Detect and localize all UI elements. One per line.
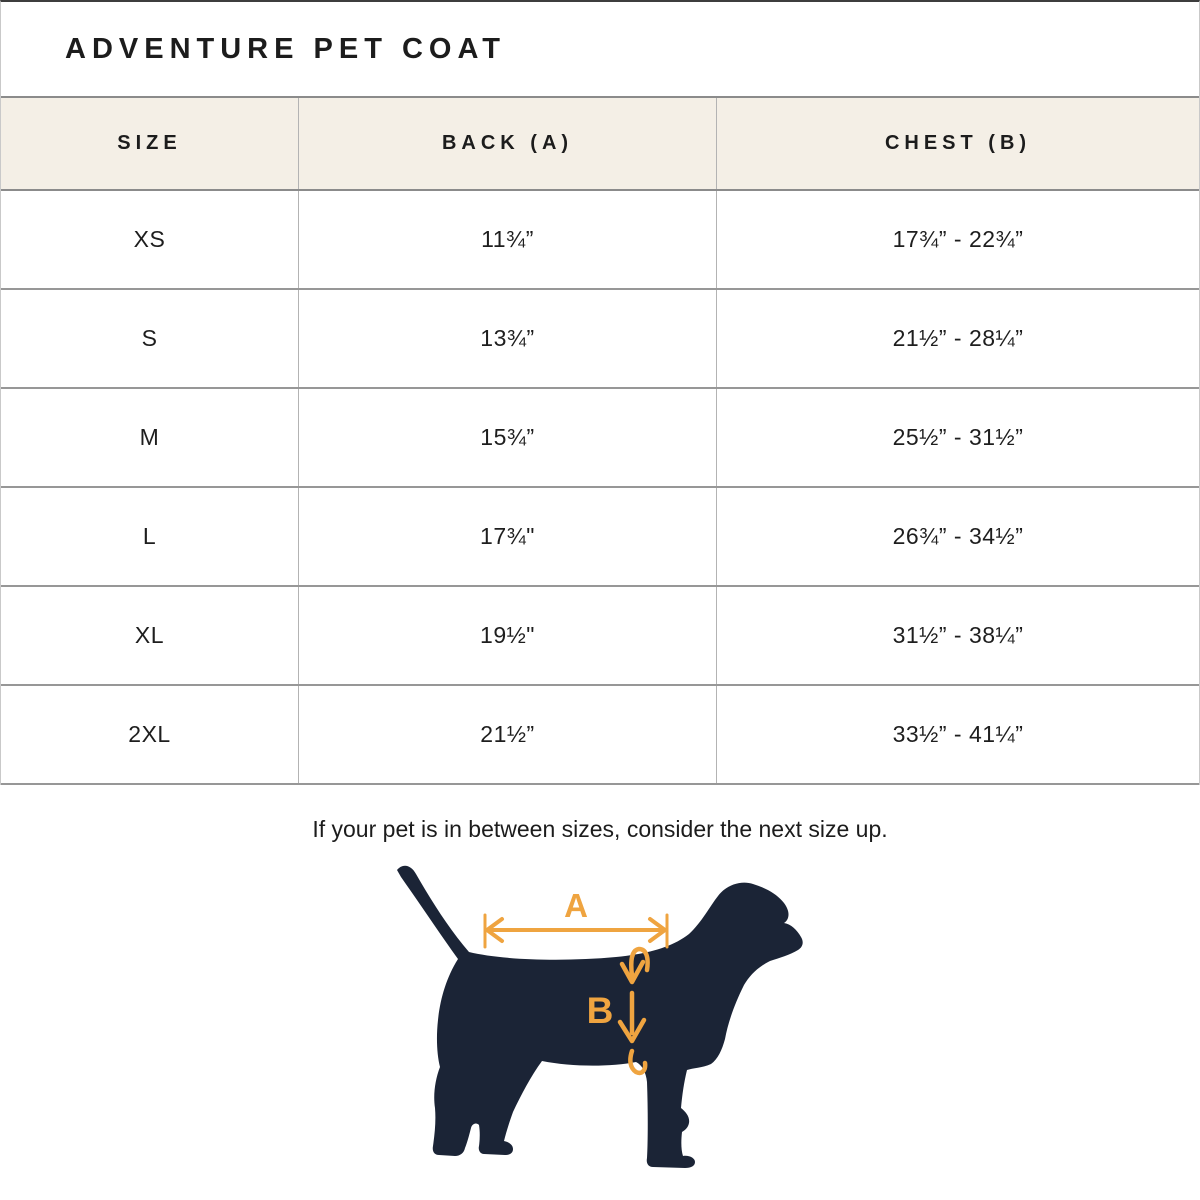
chest-cell: 26¾” - 34½” bbox=[892, 523, 1024, 549]
title-box bbox=[1, 2, 1199, 96]
back-cell: 11¾” bbox=[299, 191, 717, 288]
chest-cell: 31½” - 38¼” bbox=[892, 622, 1024, 648]
back-cell: 21½” bbox=[299, 686, 717, 783]
size-cell: 2XL bbox=[1, 686, 299, 783]
note-text: If your pet is in between sizes, consider the next size up. bbox=[312, 816, 888, 842]
column-header-size: SIZE bbox=[1, 98, 299, 189]
chest-cell: 17¾” - 22¾” bbox=[892, 226, 1024, 252]
back-cell: 15¾” bbox=[299, 389, 717, 486]
back-cell: 17¾" bbox=[299, 488, 717, 585]
back-cell: 19½" bbox=[299, 587, 717, 684]
chest-cell: 21½” - 28¼” bbox=[892, 325, 1024, 351]
size-cell: XL bbox=[1, 587, 299, 684]
column-header-back: BACK (A) bbox=[299, 98, 717, 189]
table-row bbox=[1, 290, 1199, 389]
table-row bbox=[1, 389, 1199, 488]
chest-cell: 33½” - 41¼” bbox=[892, 721, 1024, 747]
size-table-body bbox=[1, 191, 1199, 785]
chest-cell: 25½” - 31½” bbox=[892, 424, 1024, 450]
table-row bbox=[1, 587, 1199, 686]
table-row bbox=[1, 191, 1199, 290]
table-row bbox=[1, 488, 1199, 587]
size-cell: XS bbox=[1, 191, 299, 288]
size-table bbox=[1, 96, 1199, 785]
size-cell: M bbox=[1, 389, 299, 486]
table-row bbox=[1, 686, 1199, 785]
size-cell: L bbox=[1, 488, 299, 585]
label-b: B bbox=[586, 990, 614, 1031]
size-cell: S bbox=[1, 290, 299, 387]
back-cell: 13¾” bbox=[299, 290, 717, 387]
label-a: A bbox=[564, 887, 588, 924]
page-title: ADVENTURE PET COAT bbox=[65, 32, 506, 65]
table-header-row bbox=[1, 96, 1199, 191]
column-header-chest: CHEST (B) bbox=[884, 132, 1032, 154]
dog-measurement-diagram bbox=[380, 860, 820, 1200]
